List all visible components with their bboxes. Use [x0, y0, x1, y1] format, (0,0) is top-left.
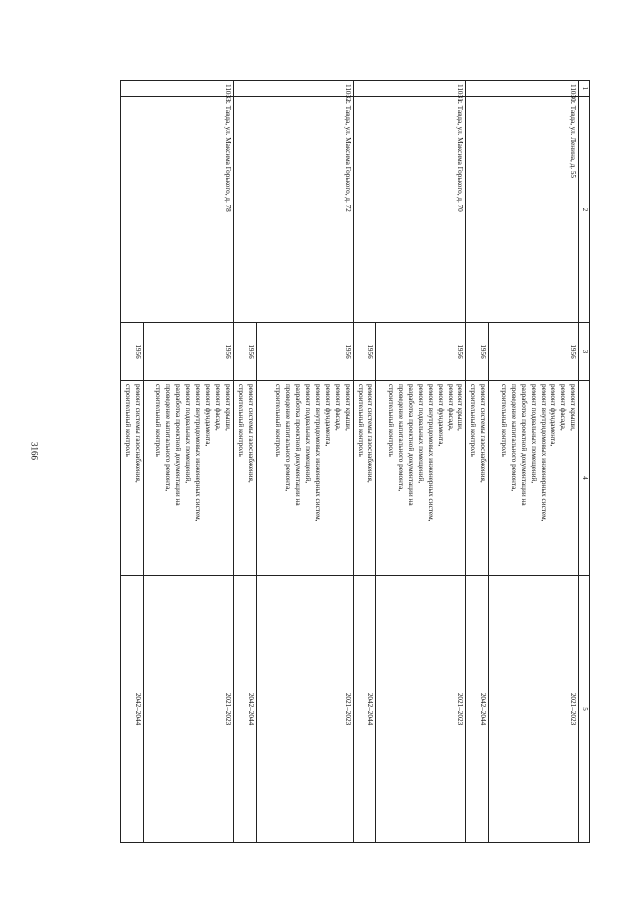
table-row	[489, 81, 579, 843]
record-number: 11032.	[233, 81, 353, 97]
work-item: ремонт подвальных помещений,	[529, 384, 538, 484]
page-number: 3166	[29, 442, 40, 460]
work-item: ремонт крыши,	[223, 384, 232, 431]
work-item: проведение капитального ремонта,	[509, 384, 518, 492]
work-item: строительный контроль	[154, 384, 163, 457]
work-item: строительный контроль	[274, 384, 283, 457]
work-item: ремонт подвальных помещений,	[303, 384, 312, 484]
work-item: строительный контроль	[499, 384, 508, 457]
work-item: проведение капитального ремонта,	[164, 384, 173, 492]
work-item: ремонт фундамента,	[436, 384, 445, 447]
record-works	[256, 381, 353, 576]
work-item: разработка проектной документации на	[293, 384, 302, 506]
work-item: ремонт подвальных помещений,	[183, 384, 192, 484]
record-year: 1956	[353, 323, 376, 381]
column-number-header: 1	[579, 81, 590, 97]
work-item: ремонт внутридомовых инженерных систем,	[313, 384, 322, 522]
work-item: ремонт подвальных помещений,	[416, 384, 425, 484]
rotated-table-container	[78, 80, 590, 842]
work-item: ремонт фасада,	[446, 384, 455, 431]
work-item: ремонт фундамента,	[549, 384, 558, 447]
record-works	[466, 381, 489, 576]
record-period: 2021–2023	[489, 576, 579, 843]
record-year: 1956	[256, 323, 353, 381]
work-item: разработка проектной документации на	[406, 384, 415, 506]
work-item: строительный контроль	[123, 384, 132, 457]
record-works	[143, 381, 233, 576]
record-address: г. Тавда, ул. Максима Горького, д. 72	[233, 97, 353, 323]
work-item: ремонт крыши,	[456, 384, 465, 431]
repair-schedule-table	[120, 80, 590, 843]
record-year: 1956	[489, 323, 579, 381]
work-item: ремонт системы газоснабжения,	[246, 384, 255, 483]
work-item: ремонт фасада,	[333, 384, 342, 431]
record-period: 2042–2044	[353, 576, 376, 843]
work-item: ремонт внутридомовых инженерных систем,	[193, 384, 202, 522]
work-item: ремонт крыши,	[343, 384, 352, 431]
work-item: строительный контроль	[469, 384, 478, 457]
column-number-header: 2	[579, 97, 590, 323]
work-item: ремонт фундамента,	[323, 384, 332, 447]
work-item: ремонт системы газоснабжения,	[366, 384, 375, 483]
work-item: проведение капитального ремонта,	[396, 384, 405, 492]
work-item: строительный контроль	[386, 384, 395, 457]
record-works	[233, 381, 256, 576]
record-period: 2042–2044	[120, 576, 143, 843]
record-year: 1956	[233, 323, 256, 381]
record-works	[120, 381, 143, 576]
work-item: разработка проектной документации на	[519, 384, 528, 506]
record-address: г. Тавда, ул. Максима Горького, д. 78	[120, 97, 233, 323]
record-period: 2021–2023	[256, 576, 353, 843]
work-item: ремонт системы газоснабжения,	[133, 384, 142, 483]
table-row	[256, 81, 353, 843]
column-number-row	[579, 81, 590, 843]
column-number-header: 5	[579, 576, 590, 843]
record-year: 1956	[466, 323, 489, 381]
record-works	[489, 381, 579, 576]
column-number-header: 4	[579, 381, 590, 576]
record-works	[376, 381, 466, 576]
table-row	[376, 81, 466, 843]
work-item: разработка проектной документации на	[174, 384, 183, 506]
record-number: 11033.	[120, 81, 233, 97]
record-number: 11030.	[466, 81, 579, 97]
work-item: проведение капитального ремонта,	[283, 384, 292, 492]
record-period: 2021–2023	[143, 576, 233, 843]
record-period: 2042–2044	[466, 576, 489, 843]
record-year: 1956	[120, 323, 143, 381]
record-address: г. Тавда, ул. Ленина, д. 55	[466, 97, 579, 323]
work-item: ремонт фасада,	[559, 384, 568, 431]
column-number-header: 3	[579, 323, 590, 381]
work-item: ремонт крыши,	[569, 384, 578, 431]
work-item: ремонт внутридомовых инженерных систем,	[426, 384, 435, 522]
record-works	[353, 381, 376, 576]
record-period: 2021–2023	[376, 576, 466, 843]
table-row	[143, 81, 233, 843]
record-year: 1956	[376, 323, 466, 381]
work-item: ремонт системы газоснабжения,	[479, 384, 488, 483]
work-item: строительный контроль	[356, 384, 365, 457]
record-address: г. Тавда, ул. Максима Горького, д. 70	[353, 97, 466, 323]
work-item: строительный контроль	[236, 384, 245, 457]
record-number: 11031.	[353, 81, 466, 97]
work-item: ремонт фундамента,	[203, 384, 212, 447]
record-year: 1956	[143, 323, 233, 381]
record-period: 2042–2044	[233, 576, 256, 843]
work-item: ремонт внутридомовых инженерных систем,	[539, 384, 548, 522]
work-item: ремонт фасада,	[213, 384, 222, 431]
